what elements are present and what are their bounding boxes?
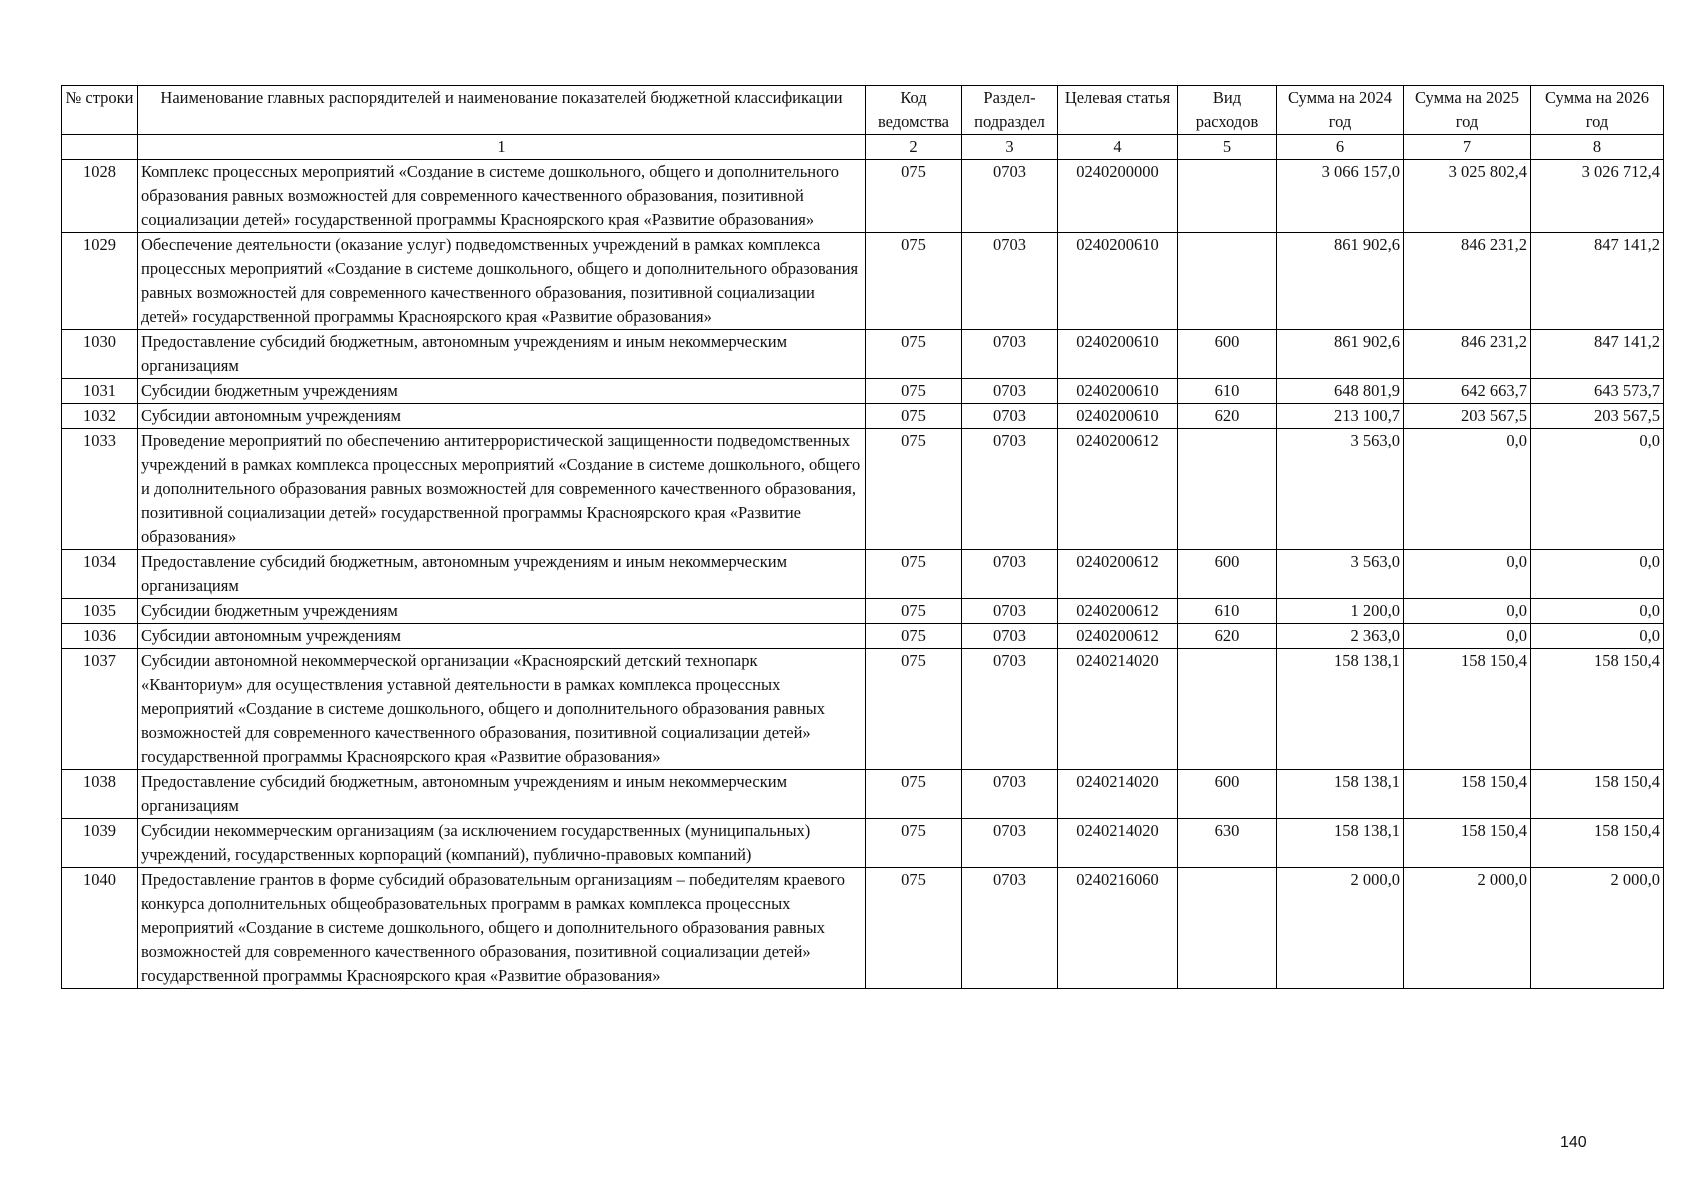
table-row — [62, 404, 1664, 429]
sum-2024-cell: 648 801,9 — [1277, 379, 1404, 404]
header-row — [62, 86, 1664, 135]
target-article-cell: 0240216060 — [1058, 868, 1178, 989]
row-number-cell: 1035 — [62, 599, 138, 624]
sum-2025-cell: 0,0 — [1404, 599, 1531, 624]
table-row — [62, 429, 1664, 550]
header-row-number: № строки — [62, 86, 138, 135]
budget-document — [61, 85, 1663, 989]
row-number-cell: 1033 — [62, 429, 138, 550]
sum-2026-cell: 0,0 — [1531, 624, 1664, 649]
target-article-cell: 0240200612 — [1058, 599, 1178, 624]
row-name-cell: Предоставление субсидий бюджетным, автономным учреждениям и иным некоммерческим организациям — [138, 330, 866, 379]
row-name-cell: Субсидии бюджетным учреждениям — [138, 599, 866, 624]
row-number-cell: 1036 — [62, 624, 138, 649]
sum-2025-cell: 3 025 802,4 — [1404, 160, 1531, 233]
row-number-cell: 1038 — [62, 770, 138, 819]
sum-2026-cell: 158 150,4 — [1531, 770, 1664, 819]
dept-code-cell: 075 — [866, 404, 962, 429]
header-dept-code: Код ведомства — [866, 86, 962, 135]
sum-2026-cell: 158 150,4 — [1531, 819, 1664, 868]
row-number-cell: 1037 — [62, 649, 138, 770]
sum-2026-cell: 203 567,5 — [1531, 404, 1664, 429]
row-name-cell: Предоставление субсидий бюджетным, автономным учреждениям и иным некоммерческим организациям — [138, 550, 866, 599]
expense-type-cell: 630 — [1178, 819, 1277, 868]
expense-type-cell — [1178, 429, 1277, 550]
row-name-cell: Предоставление субсидий бюджетным, автономным учреждениям и иным некоммерческим организациям — [138, 770, 866, 819]
column-number: 6 — [1277, 135, 1404, 160]
dept-code-cell: 075 — [866, 330, 962, 379]
sum-2025-cell: 158 150,4 — [1404, 770, 1531, 819]
row-number-cell: 1040 — [62, 868, 138, 989]
dept-code-cell: 075 — [866, 868, 962, 989]
row-number-cell: 1031 — [62, 379, 138, 404]
header-expense-type: Вид расходов — [1178, 86, 1277, 135]
expense-type-cell: 620 — [1178, 404, 1277, 429]
table-row — [62, 868, 1664, 989]
expense-type-cell: 610 — [1178, 379, 1277, 404]
expense-type-cell — [1178, 160, 1277, 233]
sum-2026-cell: 847 141,2 — [1531, 330, 1664, 379]
sum-2024-cell: 1 200,0 — [1277, 599, 1404, 624]
target-article-cell: 0240200612 — [1058, 550, 1178, 599]
sum-2024-cell: 861 902,6 — [1277, 233, 1404, 330]
table-row — [62, 233, 1664, 330]
dept-code-cell: 075 — [866, 770, 962, 819]
column-number — [62, 135, 138, 160]
table-row — [62, 330, 1664, 379]
row-number-cell: 1028 — [62, 160, 138, 233]
section-cell: 0703 — [962, 233, 1058, 330]
sum-2026-cell: 0,0 — [1531, 550, 1664, 599]
sum-2026-cell: 847 141,2 — [1531, 233, 1664, 330]
section-cell: 0703 — [962, 160, 1058, 233]
target-article-cell: 0240214020 — [1058, 649, 1178, 770]
sum-2025-cell: 158 150,4 — [1404, 649, 1531, 770]
row-number-cell: 1030 — [62, 330, 138, 379]
page-number: 140 — [1560, 1134, 1587, 1151]
sum-2025-cell: 0,0 — [1404, 624, 1531, 649]
sum-2024-cell: 158 138,1 — [1277, 819, 1404, 868]
table-row — [62, 599, 1664, 624]
sum-2026-cell: 2 000,0 — [1531, 868, 1664, 989]
table-row — [62, 379, 1664, 404]
column-number: 2 — [866, 135, 962, 160]
dept-code-cell: 075 — [866, 550, 962, 599]
header-sum-2024: Сумма на 2024 год — [1277, 86, 1404, 135]
sum-2025-cell: 203 567,5 — [1404, 404, 1531, 429]
target-article-cell: 0240200000 — [1058, 160, 1178, 233]
sum-2025-cell: 642 663,7 — [1404, 379, 1531, 404]
expense-type-cell: 600 — [1178, 770, 1277, 819]
table-body — [62, 160, 1664, 989]
column-number: 8 — [1531, 135, 1664, 160]
sum-2024-cell: 158 138,1 — [1277, 649, 1404, 770]
sum-2026-cell: 0,0 — [1531, 429, 1664, 550]
column-number: 7 — [1404, 135, 1531, 160]
column-number: 3 — [962, 135, 1058, 160]
section-cell: 0703 — [962, 649, 1058, 770]
sum-2024-cell: 158 138,1 — [1277, 770, 1404, 819]
dept-code-cell: 075 — [866, 649, 962, 770]
row-name-cell: Субсидии бюджетным учреждениям — [138, 379, 866, 404]
header-name: Наименование главных распорядителей и наименование показателей бюджетной классификации — [138, 86, 866, 135]
sum-2024-cell: 2 000,0 — [1277, 868, 1404, 989]
column-number-row — [62, 135, 1664, 160]
column-number: 4 — [1058, 135, 1178, 160]
row-name-cell: Обеспечение деятельности (оказание услуг) подведомственных учреждений в рамках комплекса процессных мероприятий «Создание в системе дошкольного, общего и дополнительного образования равных возможностей для современного качественного образования, позитивной социализации детей» государственной программы Красноярского края «Развитие образования» — [138, 233, 866, 330]
row-number-cell: 1029 — [62, 233, 138, 330]
dept-code-cell: 075 — [866, 160, 962, 233]
section-cell: 0703 — [962, 330, 1058, 379]
expense-type-cell — [1178, 233, 1277, 330]
sum-2024-cell: 213 100,7 — [1277, 404, 1404, 429]
header-section: Раздел-подраздел — [962, 86, 1058, 135]
sum-2024-cell: 3 563,0 — [1277, 550, 1404, 599]
header-sum-2026: Сумма на 2026 год — [1531, 86, 1664, 135]
table-row — [62, 160, 1664, 233]
target-article-cell: 0240200610 — [1058, 330, 1178, 379]
section-cell: 0703 — [962, 404, 1058, 429]
sum-2024-cell: 861 902,6 — [1277, 330, 1404, 379]
sum-2025-cell: 846 231,2 — [1404, 330, 1531, 379]
expense-type-cell — [1178, 649, 1277, 770]
expense-type-cell — [1178, 868, 1277, 989]
row-name-cell: Субсидии автономным учреждениям — [138, 404, 866, 429]
section-cell: 0703 — [962, 770, 1058, 819]
row-name-cell: Проведение мероприятий по обеспечению антитеррористической защищенности подведомственных учреждений в рамках комплекса процессных мероприятий «Создание в системе дошкольного, общего и дополнительного образования равных возможностей для современного качественного образования, позитивной социализации детей» государственной программы Красноярского края «Развитие образования» — [138, 429, 866, 550]
expense-type-cell: 600 — [1178, 550, 1277, 599]
row-number-cell: 1039 — [62, 819, 138, 868]
sum-2025-cell: 0,0 — [1404, 550, 1531, 599]
target-article-cell: 0240214020 — [1058, 770, 1178, 819]
dept-code-cell: 075 — [866, 379, 962, 404]
expense-type-cell: 600 — [1178, 330, 1277, 379]
sum-2026-cell: 0,0 — [1531, 599, 1664, 624]
sum-2025-cell: 846 231,2 — [1404, 233, 1531, 330]
dept-code-cell: 075 — [866, 599, 962, 624]
target-article-cell: 0240200612 — [1058, 429, 1178, 550]
expense-type-cell: 620 — [1178, 624, 1277, 649]
table-row — [62, 819, 1664, 868]
table-row — [62, 649, 1664, 770]
row-name-cell: Субсидии некоммерческим организациям (за исключением государственных (муниципальных) учреждений, государственных корпораций (компаний), публично-правовых компаний) — [138, 819, 866, 868]
row-name-cell: Субсидии автономной некоммерческой организации «Красноярский детский технопарк «Кванториум» для осуществления уставной деятельности в рамках комплекса процессных мероприятий «Создание в системе дошкольного, общего и дополнительного образования равных возможностей для современного качественного образования, позитивной социализации детей» государственной программы Красноярского края «Развитие образования» — [138, 649, 866, 770]
section-cell: 0703 — [962, 379, 1058, 404]
row-number-cell: 1034 — [62, 550, 138, 599]
sum-2024-cell: 3 066 157,0 — [1277, 160, 1404, 233]
dept-code-cell: 075 — [866, 819, 962, 868]
row-name-cell: Субсидии автономным учреждениям — [138, 624, 866, 649]
dept-code-cell: 075 — [866, 233, 962, 330]
section-cell: 0703 — [962, 429, 1058, 550]
sum-2024-cell: 3 563,0 — [1277, 429, 1404, 550]
header-target-article: Целевая статья — [1058, 86, 1178, 135]
row-name-cell: Комплекс процессных мероприятий «Создание в системе дошкольного, общего и дополнительного образования равных возможностей для современного качественного образования, позитивной социализации детей» государственной программы Красноярского края «Развитие образования» — [138, 160, 866, 233]
column-number: 1 — [138, 135, 866, 160]
section-cell: 0703 — [962, 550, 1058, 599]
table-row — [62, 550, 1664, 599]
section-cell: 0703 — [962, 624, 1058, 649]
budget-table — [61, 85, 1664, 989]
sum-2026-cell: 643 573,7 — [1531, 379, 1664, 404]
sum-2024-cell: 2 363,0 — [1277, 624, 1404, 649]
sum-2025-cell: 2 000,0 — [1404, 868, 1531, 989]
expense-type-cell: 610 — [1178, 599, 1277, 624]
target-article-cell: 0240214020 — [1058, 819, 1178, 868]
target-article-cell: 0240200610 — [1058, 233, 1178, 330]
target-article-cell: 0240200610 — [1058, 404, 1178, 429]
section-cell: 0703 — [962, 868, 1058, 989]
sum-2025-cell: 0,0 — [1404, 429, 1531, 550]
dept-code-cell: 075 — [866, 624, 962, 649]
section-cell: 0703 — [962, 599, 1058, 624]
row-number-cell: 1032 — [62, 404, 138, 429]
table-header — [62, 86, 1664, 160]
header-sum-2025: Сумма на 2025 год — [1404, 86, 1531, 135]
sum-2026-cell: 158 150,4 — [1531, 649, 1664, 770]
column-number: 5 — [1178, 135, 1277, 160]
target-article-cell: 0240200610 — [1058, 379, 1178, 404]
sum-2025-cell: 158 150,4 — [1404, 819, 1531, 868]
section-cell: 0703 — [962, 819, 1058, 868]
row-name-cell: Предоставление грантов в форме субсидий образовательным организациям – победителям краевого конкурса дополнительных общеобразовательных программ в рамках комплекса процессных мероприятий «Создание в системе дошкольного, общего и дополнительного образования равных возможностей для современного качественного образования, позитивной социализации детей» государственной программы Красноярского края «Развитие образования» — [138, 868, 866, 989]
dept-code-cell: 075 — [866, 429, 962, 550]
table-row — [62, 624, 1664, 649]
table-row — [62, 770, 1664, 819]
sum-2026-cell: 3 026 712,4 — [1531, 160, 1664, 233]
target-article-cell: 0240200612 — [1058, 624, 1178, 649]
